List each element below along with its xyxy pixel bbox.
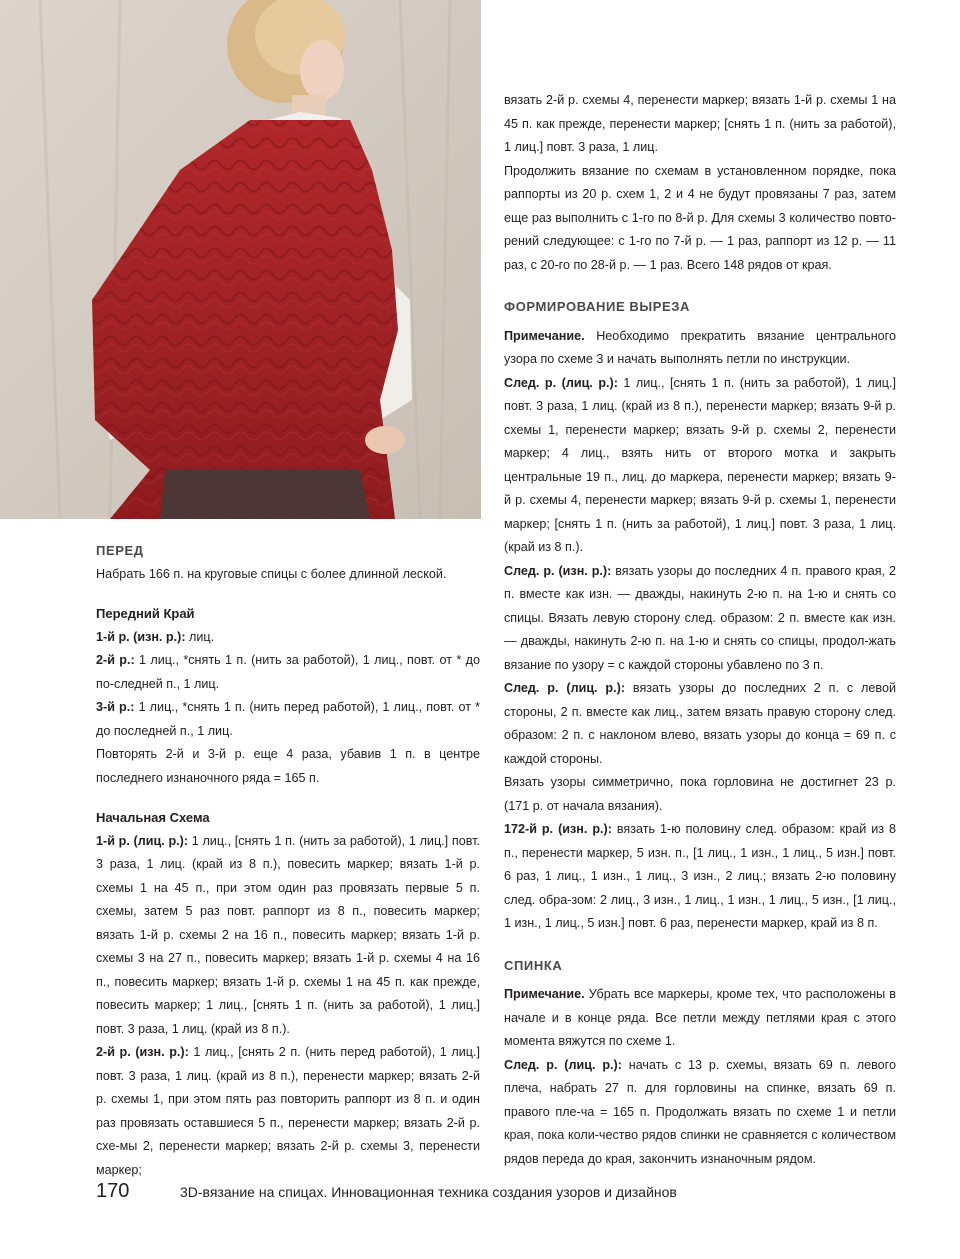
section-title-neckline: ФОРМИРОВАНИЕ ВЫРЕЗА	[504, 299, 691, 314]
continue-paragraph: Продолжить вязание по схемам в установленном порядке, пока раппорты из 20 р. схем 1, 2 и 4 не будут провязаны 7 раз, затем еще раз выполнить с 1-го по 8-й р. Для схемы 3 количество повто-рений следующее: с 1-го по 7-й р. — 1 раз, раппорт из 12 р. — 11 раз, с 20-го по 28-й р. — 1 раз. Всего 148 рядов от края.	[504, 163, 896, 272]
neck-row-2: След. р. (изн. р.): вязать узоры до последних 4 п. правого края, 2 п. вместе как изн. — дважды, накинуть 2-ю п. на 1-ю и снять со спицы. Вязать левую сторону след. образом: 2 п. вместе как изн. — дважды, накинуть 2-ю п. на 1-ю и снять со спицы, продол-жать вязание по узору = с каждой стороны убавлено по 3 п.	[504, 563, 896, 672]
left-column	[96, 539, 480, 1182]
initial-row-1: 1-й р. (лиц. р.): 1 лиц., [снять 1 п. (нить за работой), 1 лиц.] повт. 3 раза, 1 лиц. (край из 8 п.), повесить маркер; вязать 1-й р. схемы 1 на 45 п., при этом один раз провязать первые 5 п. схемы, затем 5 раз повт. раппорт из 8 п., повесить маркер; вязать 1-й р. схемы 2 на 16 п., повесить маркер; вязать 1-й р. схемы 3 на 27 п., повесить маркер; вязать 1-й р. схемы 4 на 16 п., повесить маркер; вязать 1-й р. схемы 1 на 45 п. как прежде, повесить маркер; 1 лиц., [снять 1 п. (нить за работой), 1 лиц.] повт. 3 раза, 1 лиц. (край из 8 п.).	[96, 833, 480, 1036]
knitted-poncho-photo-icon	[0, 0, 481, 519]
initial-row-2: 2-й р. (изн. р.): 1 лиц., [снять 2 п. (нить перед работой), 1 лиц.] повт. 3 раза, 1 лиц. (край из 8 п.), перенести маркер; вязать 2-й р. схемы 1, при этом пять раз повторить раппорт из 8 п. и один раз провязать оставшиеся 5 п., перенести маркер; вязать 2-й р. схе-мы 2, перенести маркер; вязать 2-й р. схемы 3, перенести маркер;	[96, 1045, 480, 1177]
back-note: Примечание. Убрать все маркеры, кроме тех, что расположены в начале и в конце ряда. Все петли между петлями края с этого момента вяжутся по схеме 1.	[504, 987, 896, 1048]
book-title: 3D-вязание на спицах. Инновационная техника создания узоров и дизайнов	[180, 1184, 677, 1200]
initial-chart-title: Начальная Схема	[96, 810, 210, 825]
section-title-back: СПИНКА	[504, 957, 563, 973]
product-photo	[0, 0, 481, 519]
border-row-2: 2-й р.: 1 лиц., *снять 1 п. (нить за работой), 1 лиц., повт. от * до по-следней п., 1 лиц.	[96, 653, 480, 691]
section-title-front: ПЕРЕД	[96, 543, 144, 558]
front-intro: Набрать 166 п. на круговые спицы с более длинной леской.	[96, 566, 447, 581]
back-row: След. р. (лиц. р.): начать с 13 р. схемы, вязать 69 п. левого плеча, набрать 27 п. для горловины на спинке, вязать 69 п. правого пле-ча = 165 п. Продолжать вязать по схеме 1 и петли края, пока коли-чество рядов спинки не сравняется с количеством рядов переда до края, закончить изнаночным рядом.	[504, 1057, 897, 1166]
page-number: 170	[96, 1180, 130, 1202]
border-repeat: Повторять 2-й и 3-й р. еще 4 раза, убавив 1 п. в центре последнего изнаночного ряда = 165 п.	[96, 747, 480, 785]
border-row-3: 3-й р.: 1 лиц., *снять 1 п. (нить перед работой), 1 лиц., повт. от * до последней п., 1 лиц.	[96, 700, 480, 738]
border-row-1: 1-й р. (изн. р.): лиц.	[96, 629, 215, 644]
continuation-text: вязать 2-й р. схемы 4, перенести маркер; вязать 1-й р. схемы 1 на 45 п. как прежде, перенести маркер; [снять 1 п. (нить за работой), 1 лиц.] повт. 3 раза, 1 лиц.	[504, 93, 896, 154]
neck-row-3: След. р. (лиц. р.): вязать узоры до последних 2 п. с левой стороны, 2 п. вместе как лиц., затем вязать правую сторону след. образом: 2 п. с наклоном влево, вязать узоры до конца = 69 п. с каждой стороны.	[504, 681, 896, 766]
neck-row-172: 172-й р. (изн. р.): вязать 1-ю половину след. образом: край из 8 п., перенести маркер, 5 изн. п., [1 лиц., 1 изн., 1 лиц., 5 изн.] повт. 6 раз, 1 лиц., 1 изн., 1 лиц., 3 изн., 2 лиц.; вязать 2-ю половину след. обра-зом: 2 лиц., 3 изн., 1 лиц., 1 изн., 1 лиц., 5 изн., [1 лиц., 1 изн., 1 лиц., 5 изн.] повт. 6 раз, перенести маркер, край из 8 п.	[504, 822, 896, 930]
neck-note: Примечание. Необходимо прекратить вязание центрального узора по схеме 3 и начать выполнять петли по инструкции.	[504, 328, 896, 366]
neck-row-1: След. р. (лиц. р.): 1 лиц., [снять 1 п. (нить за работой), 1 лиц.] повт. 3 раза, 1 лиц. (край из 8 п.), перенести маркер; вязать 9-й р. схемы 1, перенести маркер; вязать 9-й р. схемы 2, перенести маркер; 4 лиц., взять нить от второго мотка и закрыть центральные 19 п., лиц. до маркера, перенести маркер; вязать 9-й р. схемы 4, перенести маркер; вязать 9-й р. схемы 1, перенести маркер; [снять 1 п. (нить за работой), 1 лиц.] повт. 3 раза, 1 лиц. (край из 8 п.).	[504, 375, 896, 554]
right-column	[504, 89, 896, 1171]
border-title: Передний Край	[96, 606, 195, 621]
neck-symmetric: Вязать узоры симметрично, пока горловина не достигнет 23 р. (171 р. от начала вязания).	[504, 775, 896, 813]
